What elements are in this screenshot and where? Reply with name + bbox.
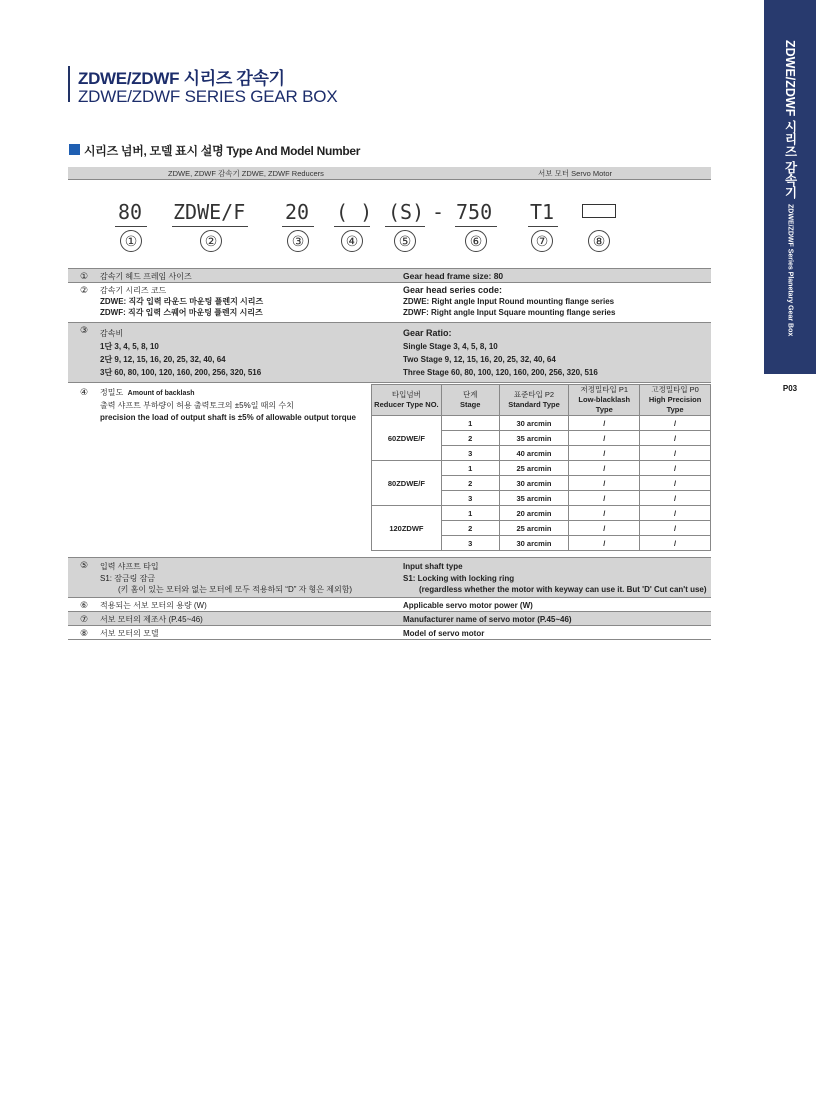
stage-cell: 3 xyxy=(441,536,499,551)
type-cell: 80ZDWE/F xyxy=(372,461,442,506)
code-underline xyxy=(172,226,248,227)
low-backlash-cell: / xyxy=(569,491,640,506)
ko-label: 정밀도 xyxy=(100,388,124,397)
row-en-text: Applicable servo motor power (W) xyxy=(403,601,533,610)
ko-line: 감속비 xyxy=(100,329,124,338)
ko-line: S1: 잠금링 잠금 xyxy=(100,573,156,583)
code-token-shaft: (S) xyxy=(388,200,425,224)
code-underline xyxy=(385,226,425,227)
stage-cell: 3 xyxy=(441,446,499,461)
code-number: ② xyxy=(200,230,222,252)
low-backlash-cell: / xyxy=(569,521,640,536)
code-token-dash: - xyxy=(432,200,445,224)
standard-cell: 30 arcmin xyxy=(499,476,569,491)
row-input-shaft xyxy=(68,558,711,598)
en-line: precision the load of output shaft is ±5% of allowable output torque xyxy=(100,413,356,422)
row-ko-text: 서보 모터의 제조사 (P.45~46) xyxy=(100,615,203,624)
high-precision-cell: / xyxy=(640,446,711,461)
backlash-table-header xyxy=(372,385,711,416)
ko-line: (키 홈이 있는 모터와 없는 모터에 모두 적용하되 “D” 자 형은 제외함) xyxy=(118,585,353,594)
standard-cell: 35 arcmin xyxy=(499,491,569,506)
ko-line: 2단 9, 12, 15, 16, 20, 25, 32, 40, 64 xyxy=(100,355,226,364)
ko-line: 1단 3, 4, 5, 8, 10 xyxy=(100,342,159,351)
page-number: P03 xyxy=(782,384,798,393)
en-line: Single Stage 3, 4, 5, 8, 10 xyxy=(403,342,498,351)
low-backlash-cell: / xyxy=(569,416,640,431)
low-backlash-cell: / xyxy=(569,431,640,446)
code-underline xyxy=(455,226,497,227)
stage-cell: 2 xyxy=(441,521,499,536)
code-underline xyxy=(115,226,147,227)
ko-line: 감속기 시리즈 코드 xyxy=(100,286,167,295)
row-servo-maker xyxy=(68,612,711,626)
side-tab-title: ZDWE/ZDWF 시리즈 감속기 xyxy=(783,40,797,199)
row-number: ⑥ xyxy=(80,600,89,610)
code-header-servo: 서보 모터 Servo Motor xyxy=(538,169,612,178)
en-line: ZDWE: Right angle Input Round mounting flange series xyxy=(403,297,615,306)
stage-cell: 1 xyxy=(441,506,499,521)
row-ko-text: 감속기 헤드 프레임 사이즈 xyxy=(100,272,192,281)
header-ko: 저정밀타입 P1 xyxy=(580,385,629,394)
code-token-ratio: 20 xyxy=(285,200,310,224)
code-header-reducers: ZDWE, ZDWF 감속기 ZDWE, ZDWF Reducers xyxy=(168,169,324,178)
row-series-code xyxy=(68,283,711,323)
high-precision-cell: / xyxy=(640,521,711,536)
row-number: ④ xyxy=(80,387,89,397)
code-number: ⑤ xyxy=(394,230,416,252)
en-line: Input shaft type xyxy=(403,562,463,571)
standard-cell: 20 arcmin xyxy=(499,506,569,521)
code-token-backlash: ( ) xyxy=(336,200,373,224)
header-cell xyxy=(499,385,569,416)
low-backlash-cell: / xyxy=(569,536,640,551)
code-underline xyxy=(282,226,314,227)
high-precision-cell: / xyxy=(640,476,711,491)
row-ko-text: 적용되는 서보 모터의 용량 (W) xyxy=(100,601,207,610)
row-number: ③ xyxy=(80,325,89,335)
row-servo-power xyxy=(68,598,711,612)
row-en-text xyxy=(403,285,615,318)
code-underline xyxy=(334,226,370,227)
code-number: ① xyxy=(120,230,142,252)
side-tab xyxy=(764,0,816,374)
title-bar-decoration xyxy=(68,66,70,102)
row-number: ① xyxy=(80,271,89,281)
backlash-table xyxy=(371,384,711,551)
standard-cell: 35 arcmin xyxy=(499,431,569,446)
header-ko: 단계 xyxy=(462,390,478,399)
ko-line: 3단 60, 80, 100, 120, 160, 200, 256, 320, 516 xyxy=(100,368,262,377)
ko-line: ZDWF: 직각 입력 스퀘어 마운팅 플렌지 시리즈 xyxy=(100,308,263,317)
header-cell xyxy=(569,385,640,416)
en-line: Gear head series code: xyxy=(403,285,503,295)
row-ko-text xyxy=(100,387,195,400)
table-row xyxy=(372,416,711,431)
en-line: Two Stage 9, 12, 15, 16, 20, 25, 32, 40, 64 xyxy=(403,355,556,364)
en-line: S1: Locking with locking ring xyxy=(403,573,515,583)
description-table xyxy=(68,268,711,640)
type-cell: 60ZDWE/F xyxy=(372,416,442,461)
section-square-icon xyxy=(69,144,80,155)
low-backlash-cell: / xyxy=(569,506,640,521)
low-backlash-cell: / xyxy=(569,476,640,491)
type-cell: 120ZDWF xyxy=(372,506,442,551)
backlash-note xyxy=(100,400,356,424)
row-number: ② xyxy=(80,285,89,295)
ko-line: 입력 샤프트 타입 xyxy=(100,562,159,571)
ko-line: ZDWE: 직각 입력 라운드 마운팅 플렌지 시리즈 xyxy=(100,297,264,306)
high-precision-cell: / xyxy=(640,491,711,506)
code-token-frame: 80 xyxy=(118,200,143,224)
header-en: Reducer Type NO. xyxy=(374,400,439,409)
header-en: Low-blacklash Type xyxy=(578,395,631,414)
header-en: High Precision Type xyxy=(648,395,702,414)
row-number: ⑦ xyxy=(80,614,89,624)
header-cell xyxy=(372,385,442,416)
section-title: 시리즈 넘버, 모델 표시 설명 Type And Model Number xyxy=(84,144,361,158)
row-frame-size xyxy=(68,269,711,283)
side-tab-subtitle: ZDWE/ZDWF Series Planetary Gear Box xyxy=(786,204,794,337)
code-token-model-box xyxy=(582,204,616,218)
page-title-en: ZDWE/ZDWF SERIES GEAR BOX xyxy=(78,87,338,106)
standard-cell: 30 arcmin xyxy=(499,536,569,551)
stage-cell: 3 xyxy=(441,491,499,506)
high-precision-cell: / xyxy=(640,431,711,446)
row-en-text: Gear head frame size: 80 xyxy=(403,271,504,281)
high-precision-cell: / xyxy=(640,416,711,431)
header-en: Stage xyxy=(459,400,481,409)
row-ko-text xyxy=(100,285,263,318)
header-cell xyxy=(441,385,499,416)
en-line: Three Stage 60, 80, 100, 120, 160, 200, 256, 320, 516 xyxy=(403,368,598,377)
stage-cell: 1 xyxy=(441,461,499,476)
code-token-power: 750 xyxy=(456,200,493,224)
stage-cell: 2 xyxy=(441,476,499,491)
row-ko-text xyxy=(100,327,261,379)
row-gear-ratio xyxy=(68,323,711,383)
header-en: Standard Type xyxy=(508,400,560,409)
ko-line xyxy=(100,387,195,400)
code-token-series: ZDWE/F xyxy=(173,200,246,224)
low-backlash-cell: / xyxy=(569,461,640,476)
row-number: ⑧ xyxy=(80,628,89,638)
row-servo-model xyxy=(68,626,711,640)
code-token-maker: T1 xyxy=(530,200,555,224)
high-precision-cell: / xyxy=(640,536,711,551)
low-backlash-cell: / xyxy=(569,446,640,461)
table-row xyxy=(372,506,711,521)
en-line: Gear Ratio: xyxy=(403,328,452,338)
code-number: ⑧ xyxy=(588,230,610,252)
row-en-text: Manufacturer name of servo motor (P.45~46) xyxy=(403,615,572,624)
header-ko: 타입넘버 xyxy=(391,390,421,399)
ko-label-en: Amount of backlash xyxy=(127,390,195,397)
stage-cell: 2 xyxy=(441,431,499,446)
ko-line: 출력 샤프트 부하량이 허용 출력토크의 ±5%일 때의 수치 xyxy=(100,401,294,410)
standard-cell: 30 arcmin xyxy=(499,416,569,431)
code-underline xyxy=(528,226,558,227)
row-en-text: Model of servo motor xyxy=(403,629,485,638)
code-number: ⑦ xyxy=(531,230,553,252)
row-backlash xyxy=(68,383,711,558)
row-ko-text xyxy=(100,561,352,596)
header-ko: 고정밀타입 P0 xyxy=(651,385,699,394)
en-line: ZDWF: Right angle Input Square mounting flange series xyxy=(403,308,616,317)
code-number: ⑥ xyxy=(465,230,487,252)
standard-cell: 40 arcmin xyxy=(499,446,569,461)
code-number: ③ xyxy=(287,230,309,252)
header-cell xyxy=(640,385,711,416)
code-number: ④ xyxy=(341,230,363,252)
en-line: (regardless whether the motor with keyway can use it. But 'D' Cut can't use) xyxy=(419,585,707,594)
page-title-ko: ZDWE/ZDWF 시리즈 감속기 xyxy=(78,69,285,88)
standard-cell: 25 arcmin xyxy=(499,461,569,476)
table-row xyxy=(372,461,711,476)
row-number: ⑤ xyxy=(80,560,89,570)
standard-cell: 25 arcmin xyxy=(499,521,569,536)
row-ko-text: 서보 모터의 모델 xyxy=(100,629,159,638)
code-header-bar xyxy=(68,167,711,180)
high-precision-cell: / xyxy=(640,506,711,521)
header-ko: 표준타입 P2 xyxy=(513,390,555,399)
high-precision-cell: / xyxy=(640,461,711,476)
row-en-text xyxy=(403,327,598,379)
row-en-text xyxy=(403,561,707,596)
stage-cell: 1 xyxy=(441,416,499,431)
